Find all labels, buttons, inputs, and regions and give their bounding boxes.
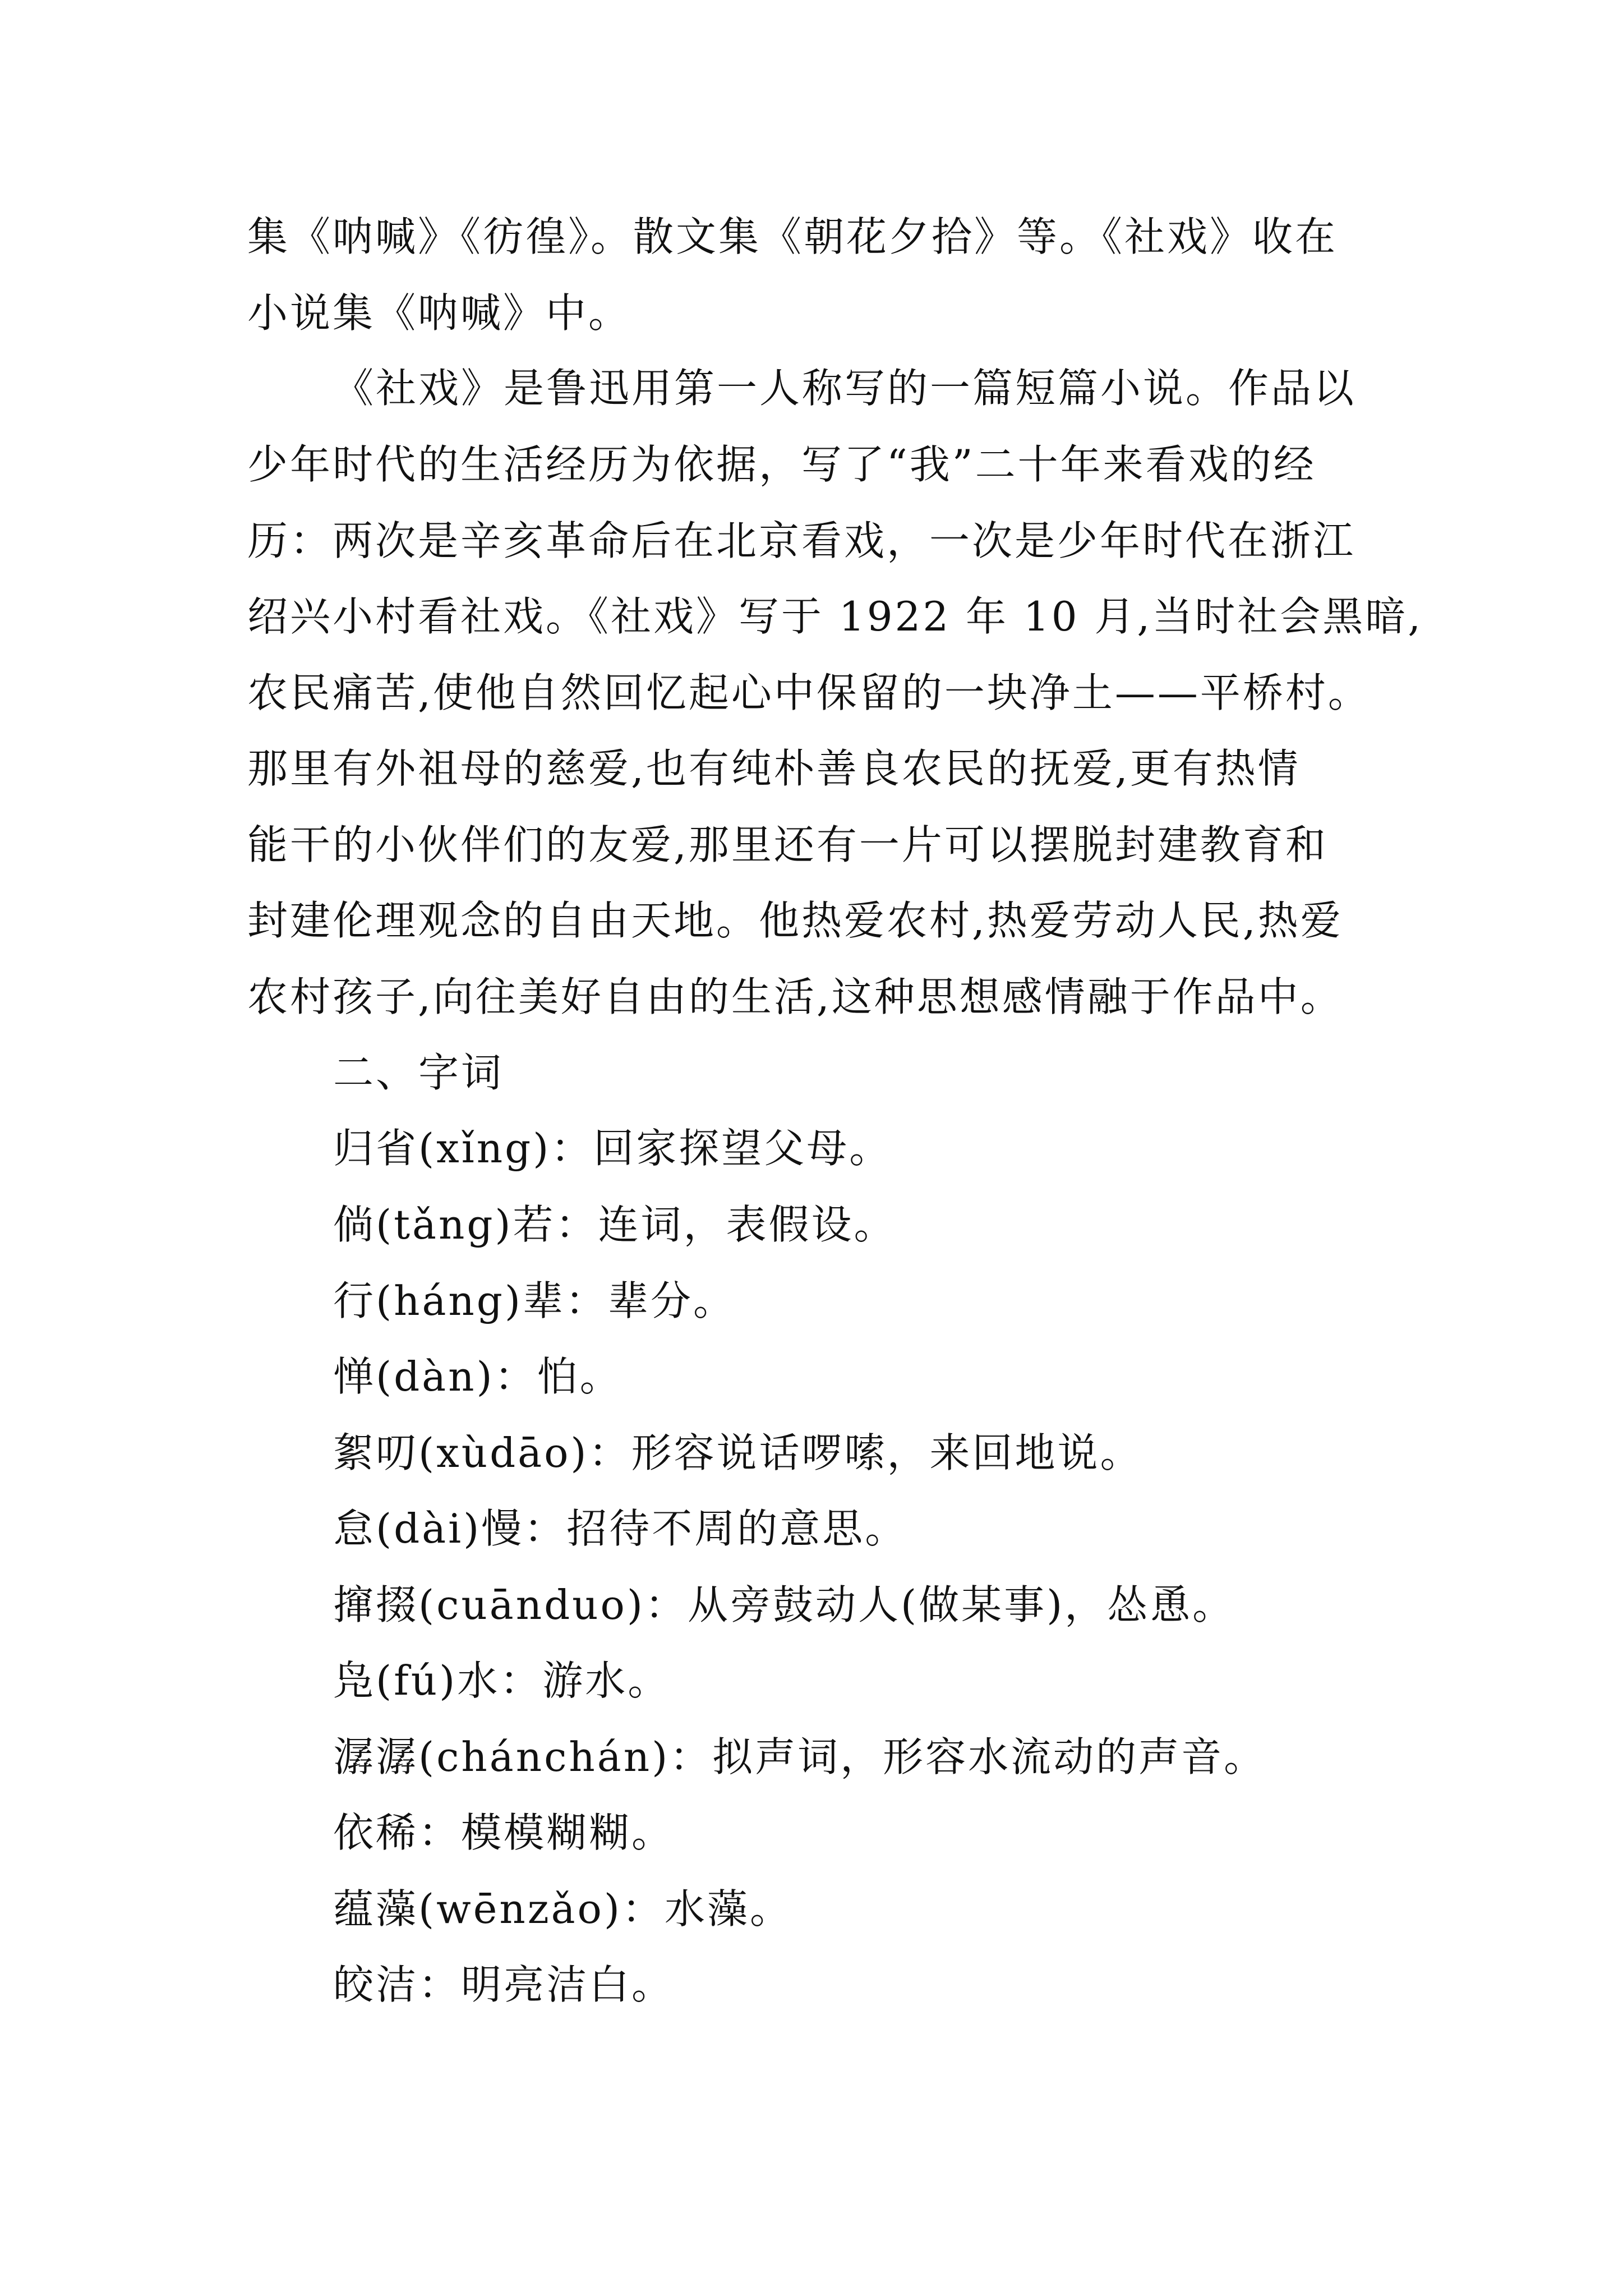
paragraph2-line-7: 能干的小伙伴们的友爱,那里还有一片可以摆脱封建教育和: [247, 821, 1328, 868]
paragraph2-line-3: 历：两次是辛亥革命后在北京看戏，一次是少年时代在浙江: [247, 517, 1356, 564]
vocab-item: 依稀：模模糊糊。: [333, 1809, 675, 1856]
paragraph2-line-1: 《社戏》是鲁迅用第一人称写的一篇短篇小说。作品以: [333, 365, 1357, 412]
vocab-item: 归省(xǐng)：回家探望父母。: [333, 1125, 892, 1172]
vocab-item: 絮叨(xùdāo)：形容说话啰嗦，来回地说。: [333, 1429, 1143, 1476]
paragraph1-line-1: 集《呐喊》《彷徨》。散文集《朝花夕拾》等。《社戏》收在: [247, 213, 1338, 260]
paragraph2-line-9: 农村孩子,向往美好自由的生活,这种思想感情融于作品中。: [247, 973, 1343, 1020]
vocab-item: 蕴藻(wēnzǎo)：水藻。: [333, 1885, 792, 1932]
vocab-item: 凫(fú)水：游水。: [333, 1657, 671, 1704]
vocab-item: 皎洁：明亮洁白。: [333, 1961, 675, 2008]
vocab-item: 怠(dài)慢：招待不周的意思。: [333, 1505, 908, 1552]
paragraph2-line-4: 绍兴小村看社戏。《社戏》写于 1922 年 10 月,当时社会黑暗,: [247, 593, 1423, 640]
vocab-item: 潺潺(chánchán)：拟声词，形容水流动的声音。: [333, 1733, 1267, 1780]
vocab-item: 倘(tǎng)若：连词，表假设。: [333, 1201, 897, 1248]
vocab-item: 撺掇(cuānduo)：从旁鼓动人(做某事)，怂恿。: [333, 1581, 1235, 1628]
paragraph2-line-8: 封建伦理观念的自由天地。他热爱农村,热爱劳动人民,热爱: [247, 897, 1343, 944]
vocab-item: 行(háng)辈：辈分。: [333, 1277, 736, 1324]
section-heading: 二、字词: [333, 1049, 504, 1096]
paragraph1-line-2: 小说集《呐喊》中。: [247, 289, 631, 337]
paragraph2-line-6: 那里有外祖母的慈爱,也有纯朴善良农民的抚爱,更有热情: [247, 745, 1301, 792]
paragraph2-line-2: 少年时代的生活经历为依据，写了“我”二十年来看戏的经: [247, 441, 1316, 488]
vocab-item: 惮(dàn)：怕。: [333, 1353, 623, 1400]
paragraph2-line-5: 农民痛苦,使他自然回忆起心中保留的一块净土——平桥村。: [247, 669, 1371, 716]
